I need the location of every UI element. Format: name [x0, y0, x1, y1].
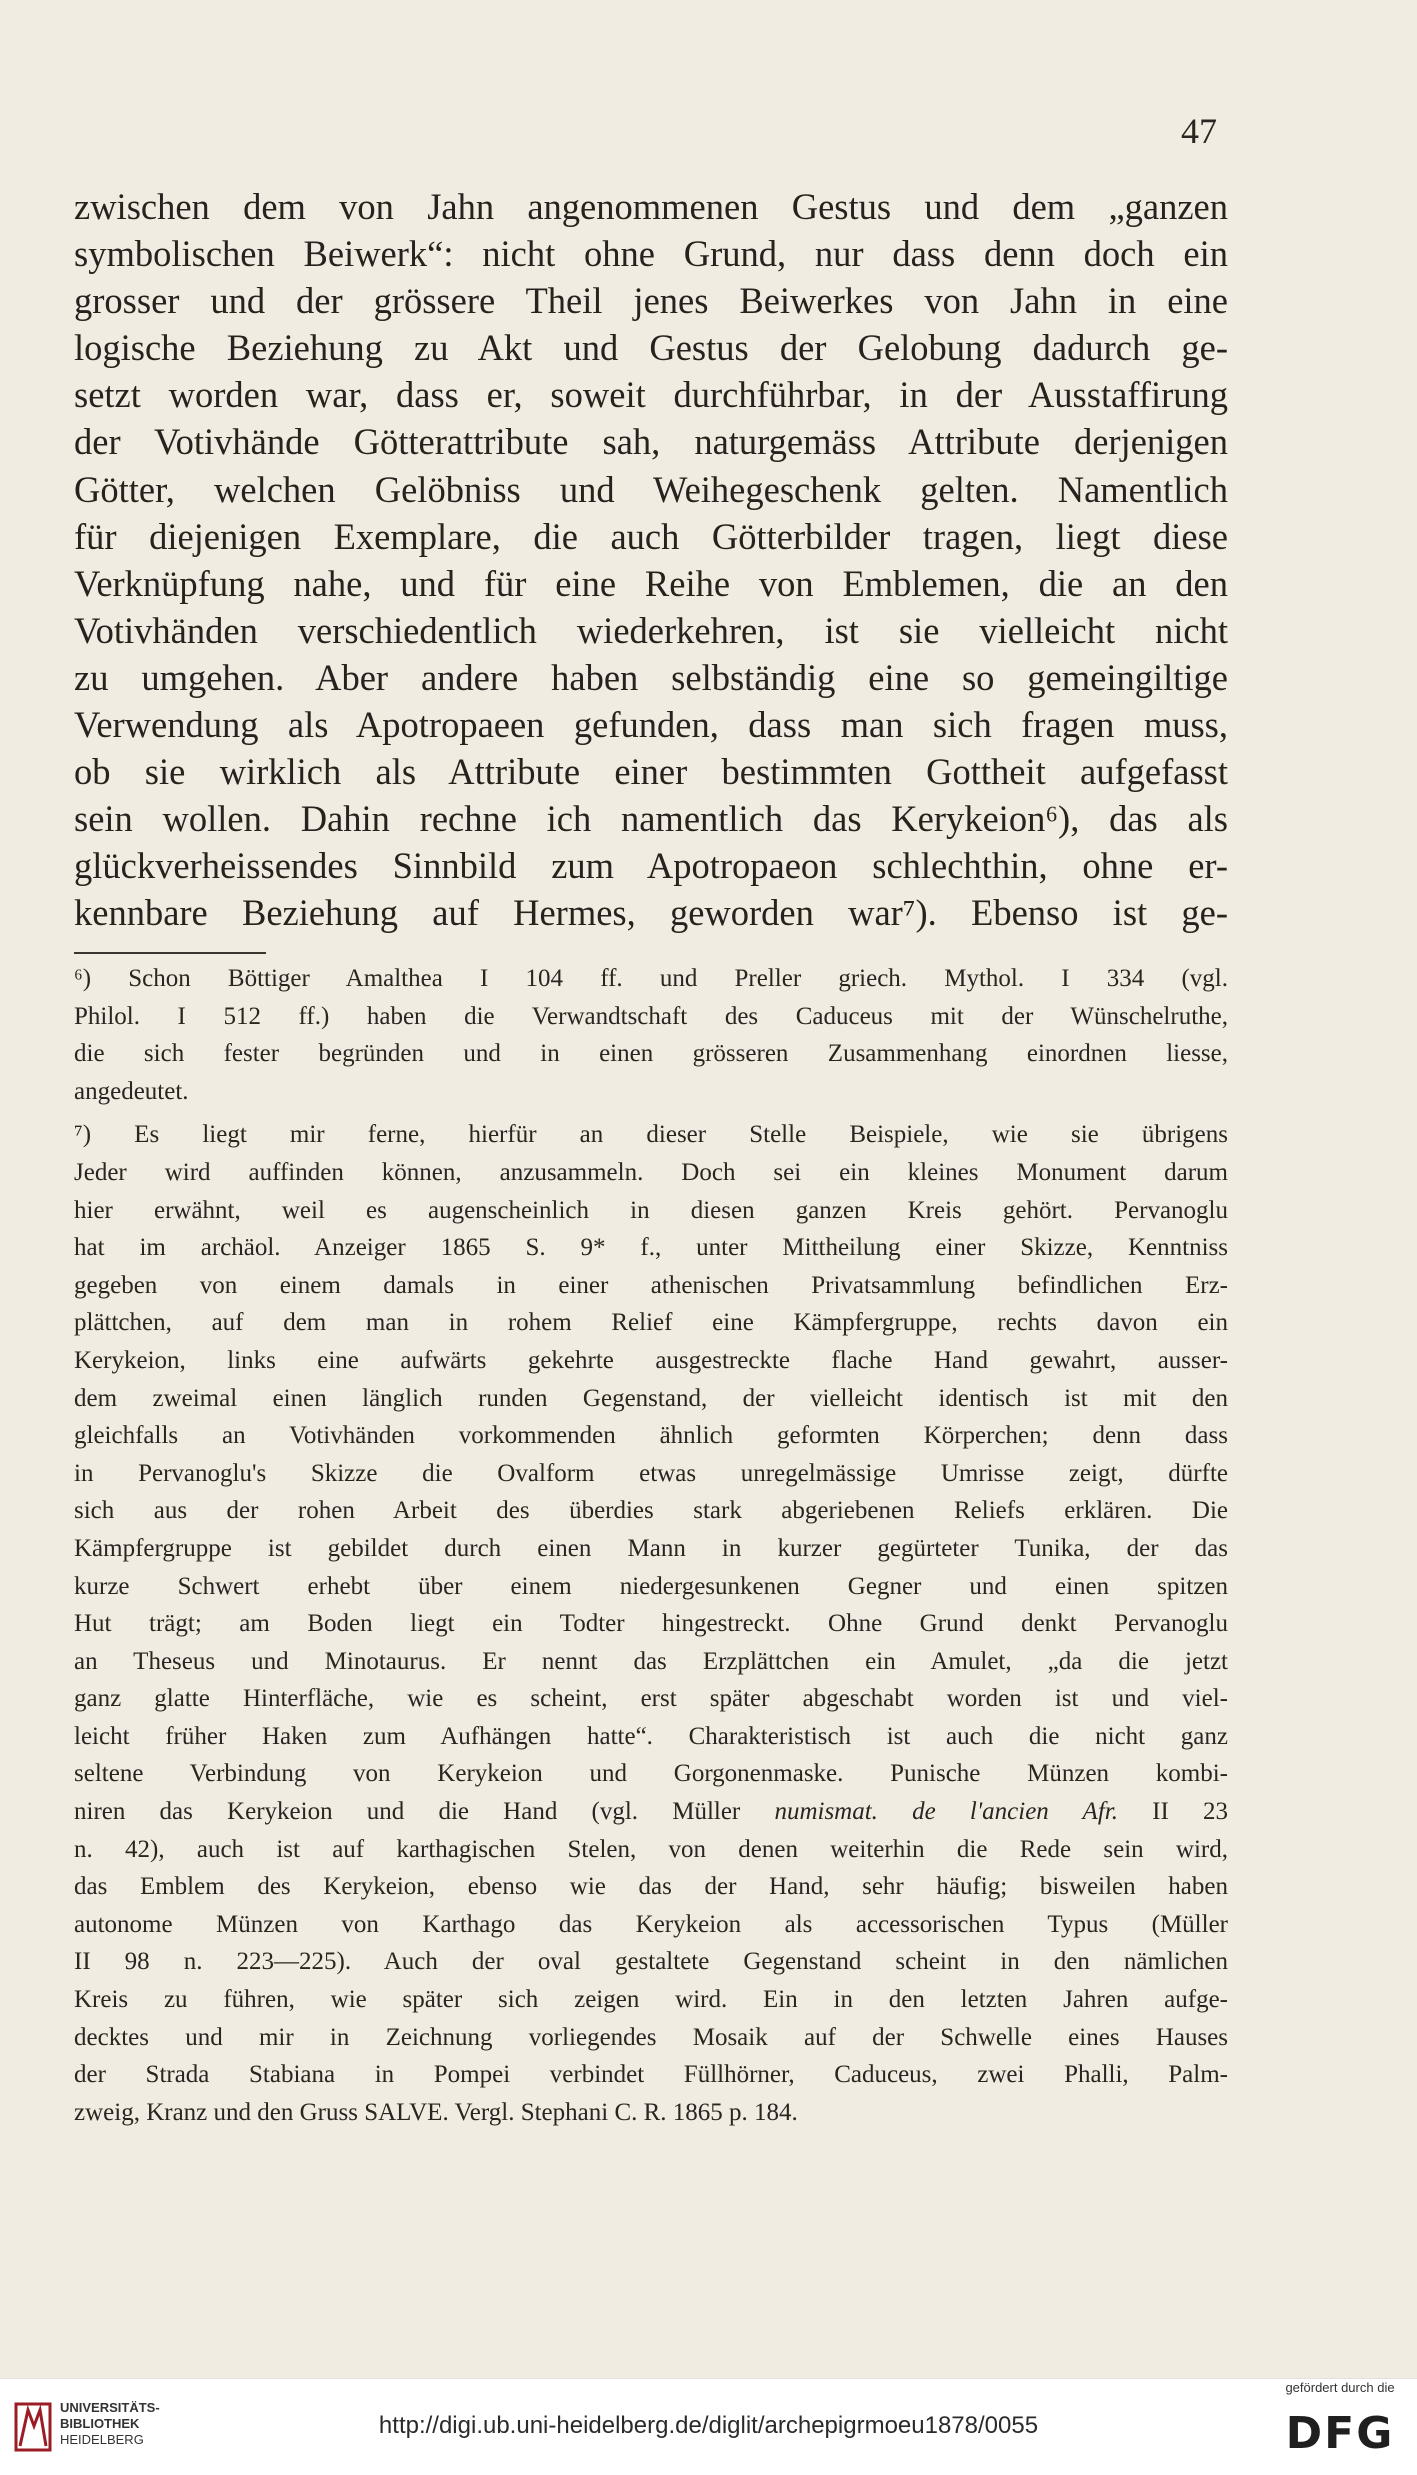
source-url-link[interactable]: http://digi.ub.uni-heidelberg.de/diglit/archepigrmoeu1878/0055 — [378, 2412, 1039, 2439]
footnotes — [74, 960, 1228, 2137]
body-line: grosser und der grössere Theil jenes Beiwerkes von Jahn in eine — [74, 280, 1228, 322]
body-line: Götter, welchen Gelöbniss und Weihegeschenk gelten. Namentlich — [74, 468, 1228, 510]
footnote-line: sich aus der rohen Arbeit des überdies stark abgeriebenen Reliefs erklären. Die — [74, 1497, 1228, 1525]
body-line: der Votivhände Götterattribute sah, naturgemäss Attribute derjenigen — [74, 421, 1228, 463]
footnote-line: die sich fester begründen und in einen grösseren Zusammenhang einordnen liesse, — [74, 1040, 1228, 1068]
footnote-line: hier erwähnt, weil es augenscheinlich in diesen ganzen Kreis gehört. Pervanoglu — [74, 1196, 1228, 1224]
footnote-line: autonome Münzen von Karthago das Kerykeion als accessorischen Typus (Müller — [74, 1910, 1228, 1938]
footnote-line: Hut trägt; am Boden liegt ein Todter hingestreckt. Ohne Grund denkt Pervanoglu — [74, 1610, 1228, 1638]
body-line: Verknüpfung nahe, und für eine Reihe von Emblemen, die an den — [74, 562, 1228, 604]
footnote-line: decktes und mir in Zeichnung vorliegendes Mosaik auf der Schwelle eines Hauses — [74, 2023, 1228, 2051]
body-line: sein wollen. Dahin rechne ich namentlich das Kerykeion⁶), das als — [74, 798, 1228, 840]
body-line: symbolischen Beiwerk“: nicht ohne Grund, nur dass denn doch ein — [74, 233, 1228, 275]
footnote-line: seltene Verbindung von Kerykeion und Gorgonenmaske. Punische Münzen kombi- — [74, 1760, 1228, 1788]
body-line: kennbare Beziehung auf Hermes, geworden war⁷). Ebenso ist ge- — [74, 892, 1228, 934]
footnote-7 — [74, 1116, 1228, 2131]
footnote-line: Kämpfergruppe ist gebildet durch einen Mann in kurzer gegürteter Tunika, der das — [74, 1534, 1228, 1562]
body-line: für diejenigen Exemplare, die auch Götterbilder tragen, liegt diese — [74, 515, 1228, 557]
footnote-line: Kreis zu führen, wie später sich zeigen wird. Ein in den letzten Jahren aufge- — [74, 1986, 1228, 2014]
footnote-line: hat im archäol. Anzeiger 1865 S. 9* f., unter Mittheilung einer Skizze, Kenntniss — [74, 1234, 1228, 1262]
footnote-line: angedeutet. — [74, 1077, 189, 1105]
footnote-line: dem zweimal einen länglich runden Gegenstand, der vielleicht identisch ist mit den — [74, 1384, 1228, 1412]
body-line: Verwendung als Apotropaeen gefunden, dass man sich fragen muss, — [74, 704, 1228, 746]
page-number: 47 — [1181, 111, 1217, 151]
footnote-line: in Pervanoglu's Skizze die Ovalform etwas unregelmässige Umrisse zeigt, dürfte — [74, 1459, 1228, 1487]
footnote-line: Jeder wird auffinden können, anzusammeln. Doch sei ein kleines Monument darum — [74, 1158, 1228, 1186]
body-line: zu umgehen. Aber andere haben selbständig eine so gemeingiltige — [74, 656, 1228, 698]
body-line: ob sie wirklich als Attribute einer bestimmten Gottheit aufgefasst — [74, 751, 1228, 793]
footnote-line: gleichfalls an Votivhänden vorkommenden ähnlich geformten Körperchen; denn dass — [74, 1422, 1228, 1450]
footnote-rule — [74, 952, 266, 954]
body-line: zwischen dem von Jahn angenommenen Gestus und dem „ganzen — [74, 186, 1228, 227]
body-line: glückverheissendes Sinnbild zum Apotropaeon schlechthin, ohne er- — [74, 845, 1228, 887]
footnote-line: der Strada Stabiana in Pompei verbindet Füllhörner, Caduceus, zwei Phalli, Palm- — [74, 2061, 1228, 2089]
footnote-line: II 98 n. 223—225). Auch der oval gestaltete Gegenstand scheint in den nämlichen — [74, 1948, 1228, 1976]
body-line: setzt worden war, dass er, soweit durchführbar, in der Ausstaffirung — [74, 374, 1228, 416]
footnote-line: gegeben von einem damals in einer athenischen Privatsammlung befindlichen Erz- — [74, 1271, 1228, 1299]
body-line: logische Beziehung zu Akt und Gestus der Gelobung dadurch ge- — [74, 327, 1228, 369]
main-text — [74, 183, 1228, 937]
footnote-line: plättchen, auf dem man in rohem Relief eine Kämpfergruppe, rechts davon ein — [74, 1309, 1228, 1337]
funder-note: gefördert durch die — [1285, 2380, 1395, 2395]
footnote-line: an Theseus und Minotaurus. Er nennt das Erzplättchen ein Amulet, „da die jetzt — [74, 1647, 1228, 1675]
footnote-line: ganz glatte Hinterfläche, wie es scheint, erst später abgeschabt worden ist und viel- — [74, 1685, 1228, 1713]
citation-title: numismat. de l'ancien Afr. — [774, 1798, 1118, 1826]
body-line: Votivhänden verschiedentlich wiederkehren, ist sie vielleicht nicht — [74, 609, 1228, 651]
footnote-line: zweig, Kranz und den Gruss SALVE. Vergl. Stephani C. R. 1865 p. 184. — [74, 2098, 798, 2126]
footnote-line: Kerykeion, links eine aufwärts gekehrte ausgestreckte flache Hand gewahrt, ausser- — [74, 1346, 1228, 1374]
footnote-line: n. 42), auch ist auf karthagischen Stelen, von denen weiterhin die Rede sein wird, — [74, 1835, 1228, 1863]
footnote-line: leicht früher Haken zum Aufhängen hatte“. Charakteristisch ist auch die nicht ganz — [74, 1722, 1228, 1750]
footnote-6 — [74, 960, 1228, 1110]
library-name: UNIVERSITÄTS- BIBLIOTHEK HEIDELBERG — [60, 2400, 160, 2447]
footnote-line: das Emblem des Kerykeion, ebenso wie das der Hand, sehr häufig; bisweilen haben — [74, 1873, 1228, 1901]
footnote-line: Philol. I 512 ff.) haben die Verwandtschaft des Caduceus mit der Wünschelruthe, — [74, 1002, 1228, 1030]
footnote-line: niren das Kerykeion und die Hand (vgl. Müller numismat. de l'ancien Afr. II 23 — [74, 1798, 1228, 1826]
footnote-line: kurze Schwert erhebt über einem niedergesunkenen Gegner und einen spitzen — [74, 1572, 1228, 1600]
footnote-line: ⁷) Es liegt mir ferne, hierfür an dieser Stelle Beispiele, wie sie übrigens — [74, 1121, 1228, 1149]
dfg-logo: DFG — [1285, 2408, 1395, 2459]
footnote-line: ⁶) Schon Böttiger Amalthea I 104 ff. und Preller griech. Mythol. I 334 (vgl. — [74, 965, 1228, 992]
